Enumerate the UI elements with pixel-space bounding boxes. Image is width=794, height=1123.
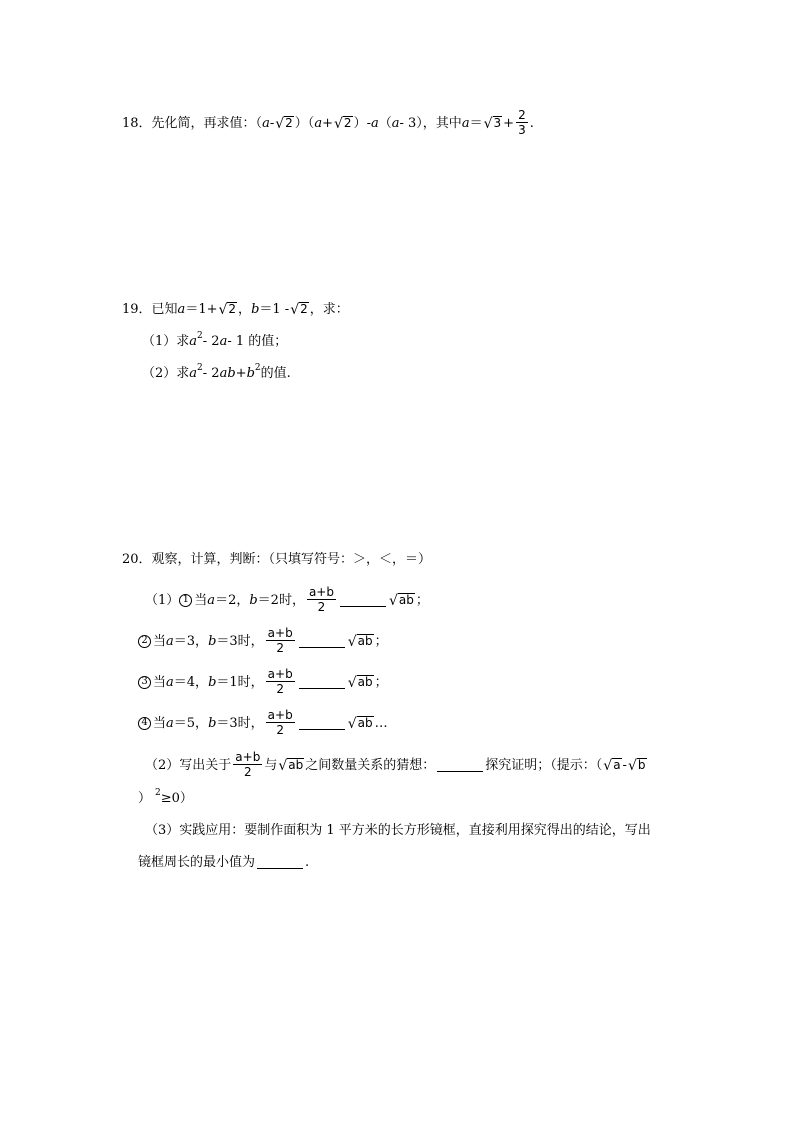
q18-number: 18．	[122, 115, 152, 131]
fraction-a-plus-b-over-2: $\frac{a+b}{2}$	[308, 585, 334, 615]
sqrt-2: √ 2	[333, 115, 352, 132]
answer-blank[interactable]	[299, 635, 345, 648]
q20-row-1: （1） 1 当 a ＝2， b ＝2时， $\frac{a+b}{2}$ √ ab ；	[145, 585, 429, 615]
q20-row-4: 4 当 a ＝5， b ＝3时， $\frac{a+b}{2}$ √ ab …	[138, 708, 388, 738]
answer-blank[interactable]	[299, 717, 345, 730]
sqrt-3: √ 3	[483, 115, 502, 132]
answer-blank[interactable]	[299, 676, 345, 689]
q19-part1: （1）求 a 2 - 2 a - 1 的值；	[142, 331, 288, 349]
sqrt-ab: √ ab	[278, 757, 304, 774]
sqrt-ab: √ ab	[347, 633, 373, 650]
q20-part2: （2）写出关于 $\frac{a+b}{2}$ 与 √ ab 之间数量关系的猜想： 探究证明；（提示：（ √ a - √ b	[145, 750, 646, 780]
q19-part2: （2）求 a 2 - 2 ab + b 2 的值.	[142, 363, 291, 381]
q20-part3-cont: 镜框周长的最小值为 .	[138, 855, 310, 870]
circled-number-1: 1	[179, 594, 192, 607]
fraction-a-plus-b-over-2: $\frac{a+b}{2}$	[267, 708, 293, 738]
sqrt-ab: √ ab	[388, 592, 414, 609]
sqrt-ab: √ ab	[347, 674, 373, 691]
q18-text: 先化简，再求值：（	[151, 115, 263, 131]
fraction-a-plus-b-over-2: $\frac{a+b}{2}$	[235, 750, 261, 780]
fraction-2-3: $\frac{2}{3}$	[518, 108, 526, 138]
sqrt-2: √ 2	[218, 301, 237, 318]
q20-part3: （3）实践应用：要制作面积为 1 平方米的长方形镜框，直接利用探究得出的结论，写出	[145, 823, 651, 838]
answer-blank[interactable]	[437, 759, 483, 772]
sqrt-2: √ 2	[275, 115, 293, 132]
fraction-a-plus-b-over-2: $\frac{a+b}{2}$	[267, 626, 293, 656]
sqrt-b: √ b	[627, 757, 646, 774]
question-19: 19．已知 a ＝1+ √ 2 ， b ＝1 - √ 2 ，求：	[122, 301, 349, 318]
question-20-title: 20．观察，计算，判断：（只填写符号：＞，＜，＝）	[122, 552, 432, 567]
circled-number-2: 2	[138, 635, 151, 648]
circled-number-3: 3	[138, 676, 151, 689]
sqrt-2: √ 2	[290, 301, 308, 318]
q20-part2-cont: ） 2 ≥0）	[138, 788, 193, 806]
circled-number-4: 4	[138, 717, 151, 730]
answer-blank[interactable]	[257, 856, 303, 869]
sqrt-ab: √ ab	[347, 715, 373, 732]
fraction-a-plus-b-over-2: $\frac{a+b}{2}$	[267, 667, 293, 697]
q20-row-3: 3 当 a ＝4， b ＝1时， $\frac{a+b}{2}$ √ ab ；	[138, 667, 388, 697]
question-18: 18． 先化简，再求值：（ a - √ 2 ）（ a + √ 2 ） - a （ a - 3），其中 a ＝ √ 3 + $\frac{2}{3}$ .	[122, 108, 534, 138]
sqrt-a: √ a	[603, 757, 621, 774]
answer-blank[interactable]	[340, 594, 386, 607]
q20-row-2: 2 当 a ＝3， b ＝3时， $\frac{a+b}{2}$ √ ab ；	[138, 626, 388, 656]
